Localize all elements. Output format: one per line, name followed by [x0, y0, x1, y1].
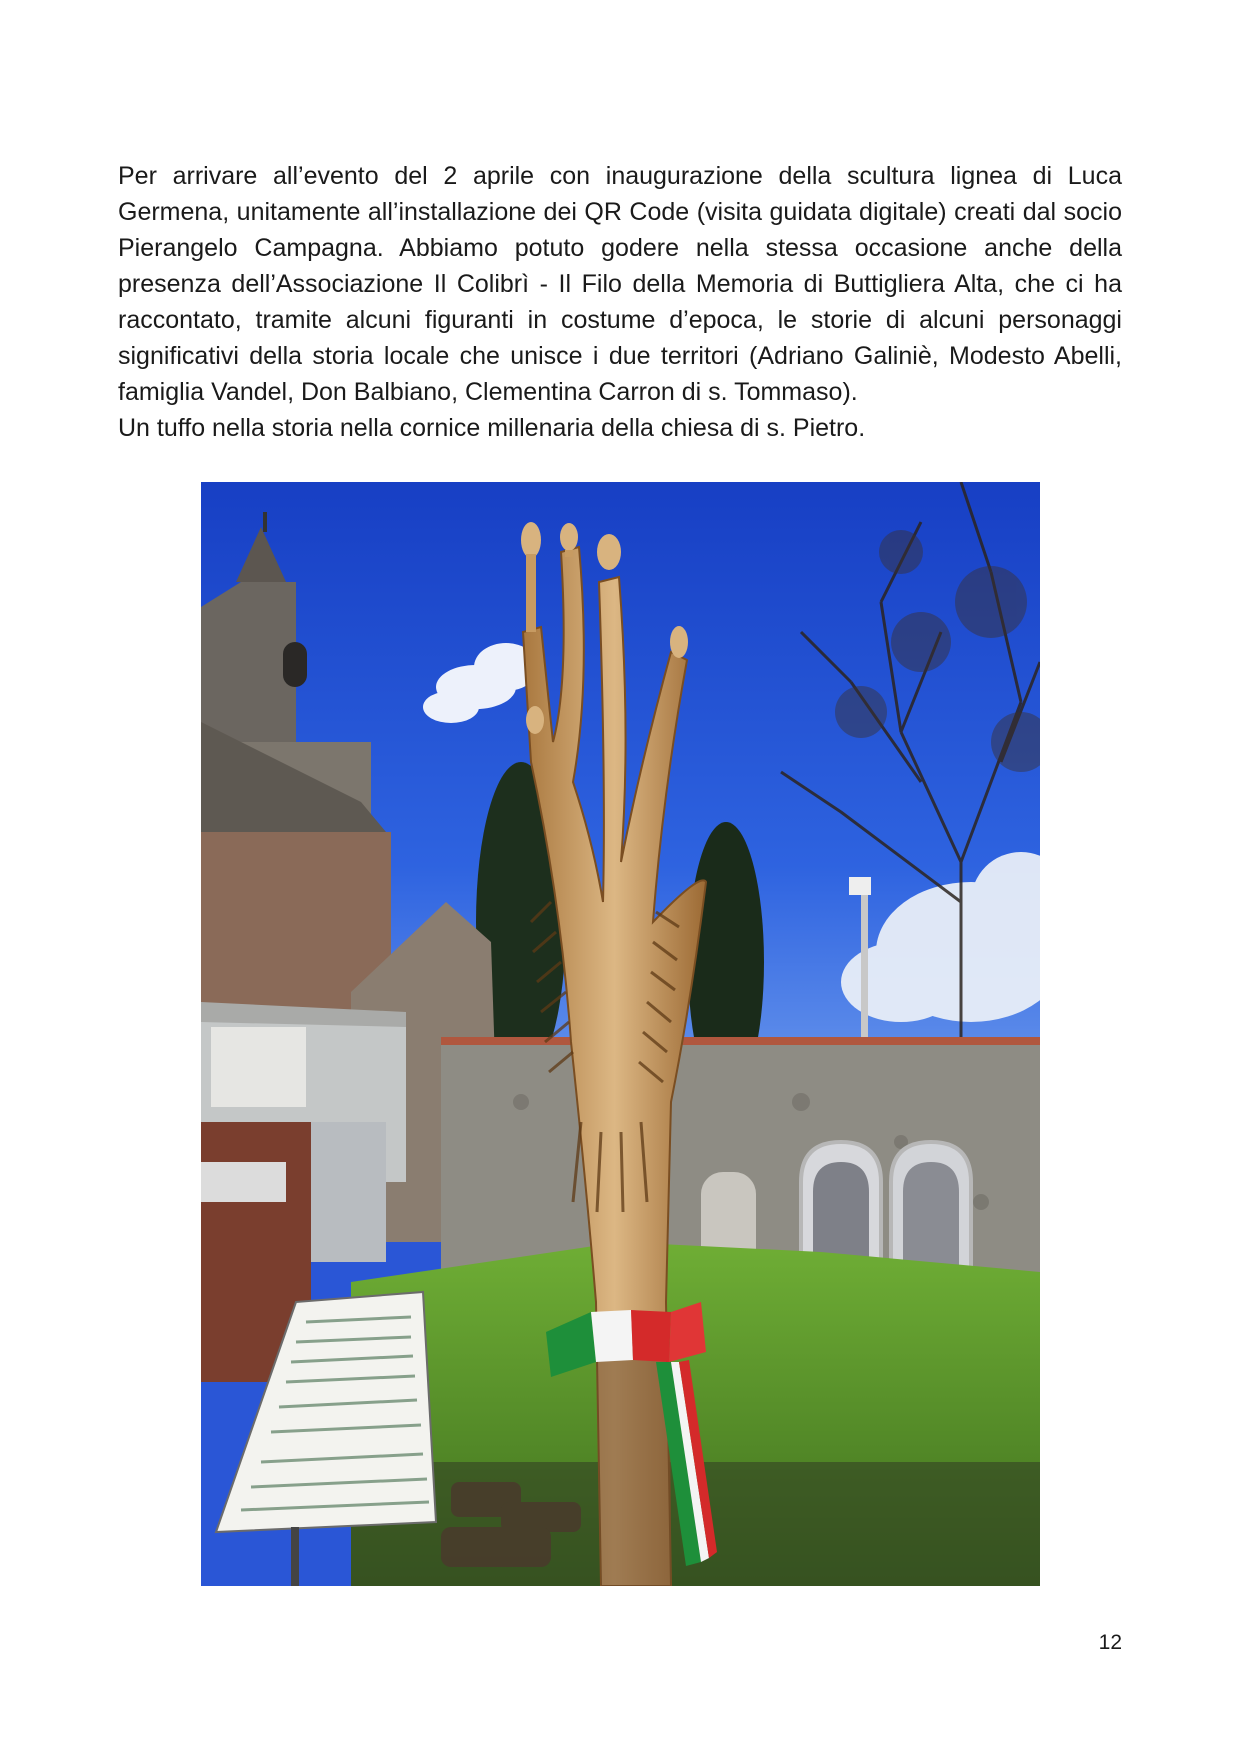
body-text — [118, 158, 1122, 446]
page-number: 12 — [1098, 1631, 1122, 1654]
paragraph-main: Per arrivare all’evento del 2 aprile con inaugurazione della scultura lignea di Luca Germena, unitamente all’installazione dei QR Code (visita guidata digitale) creati dal socio Pierangelo Campagna. Abbiamo potuto godere nella stessa occasione anche della presenza dell’Associazione Il Colibrì - Il Filo della Memoria di Buttigliera Alta, che ci ha raccontato, tramite alcuni figuranti in costume d’epoca, le storie di alcuni personaggi significativi della storia locale che unisce i due territori (Adriano Galiniè, Modesto Abelli, famiglia Vandel, Don Balbiano, Clementina Carron di s. Tommaso). — [118, 162, 1122, 406]
paragraph-closing: Un tuffo nella storia nella cornice millenaria della chiesa di s. Pietro. — [118, 414, 866, 442]
sculpture-photo-illustration — [201, 482, 1040, 1586]
sculpture-photo — [201, 482, 1040, 1586]
